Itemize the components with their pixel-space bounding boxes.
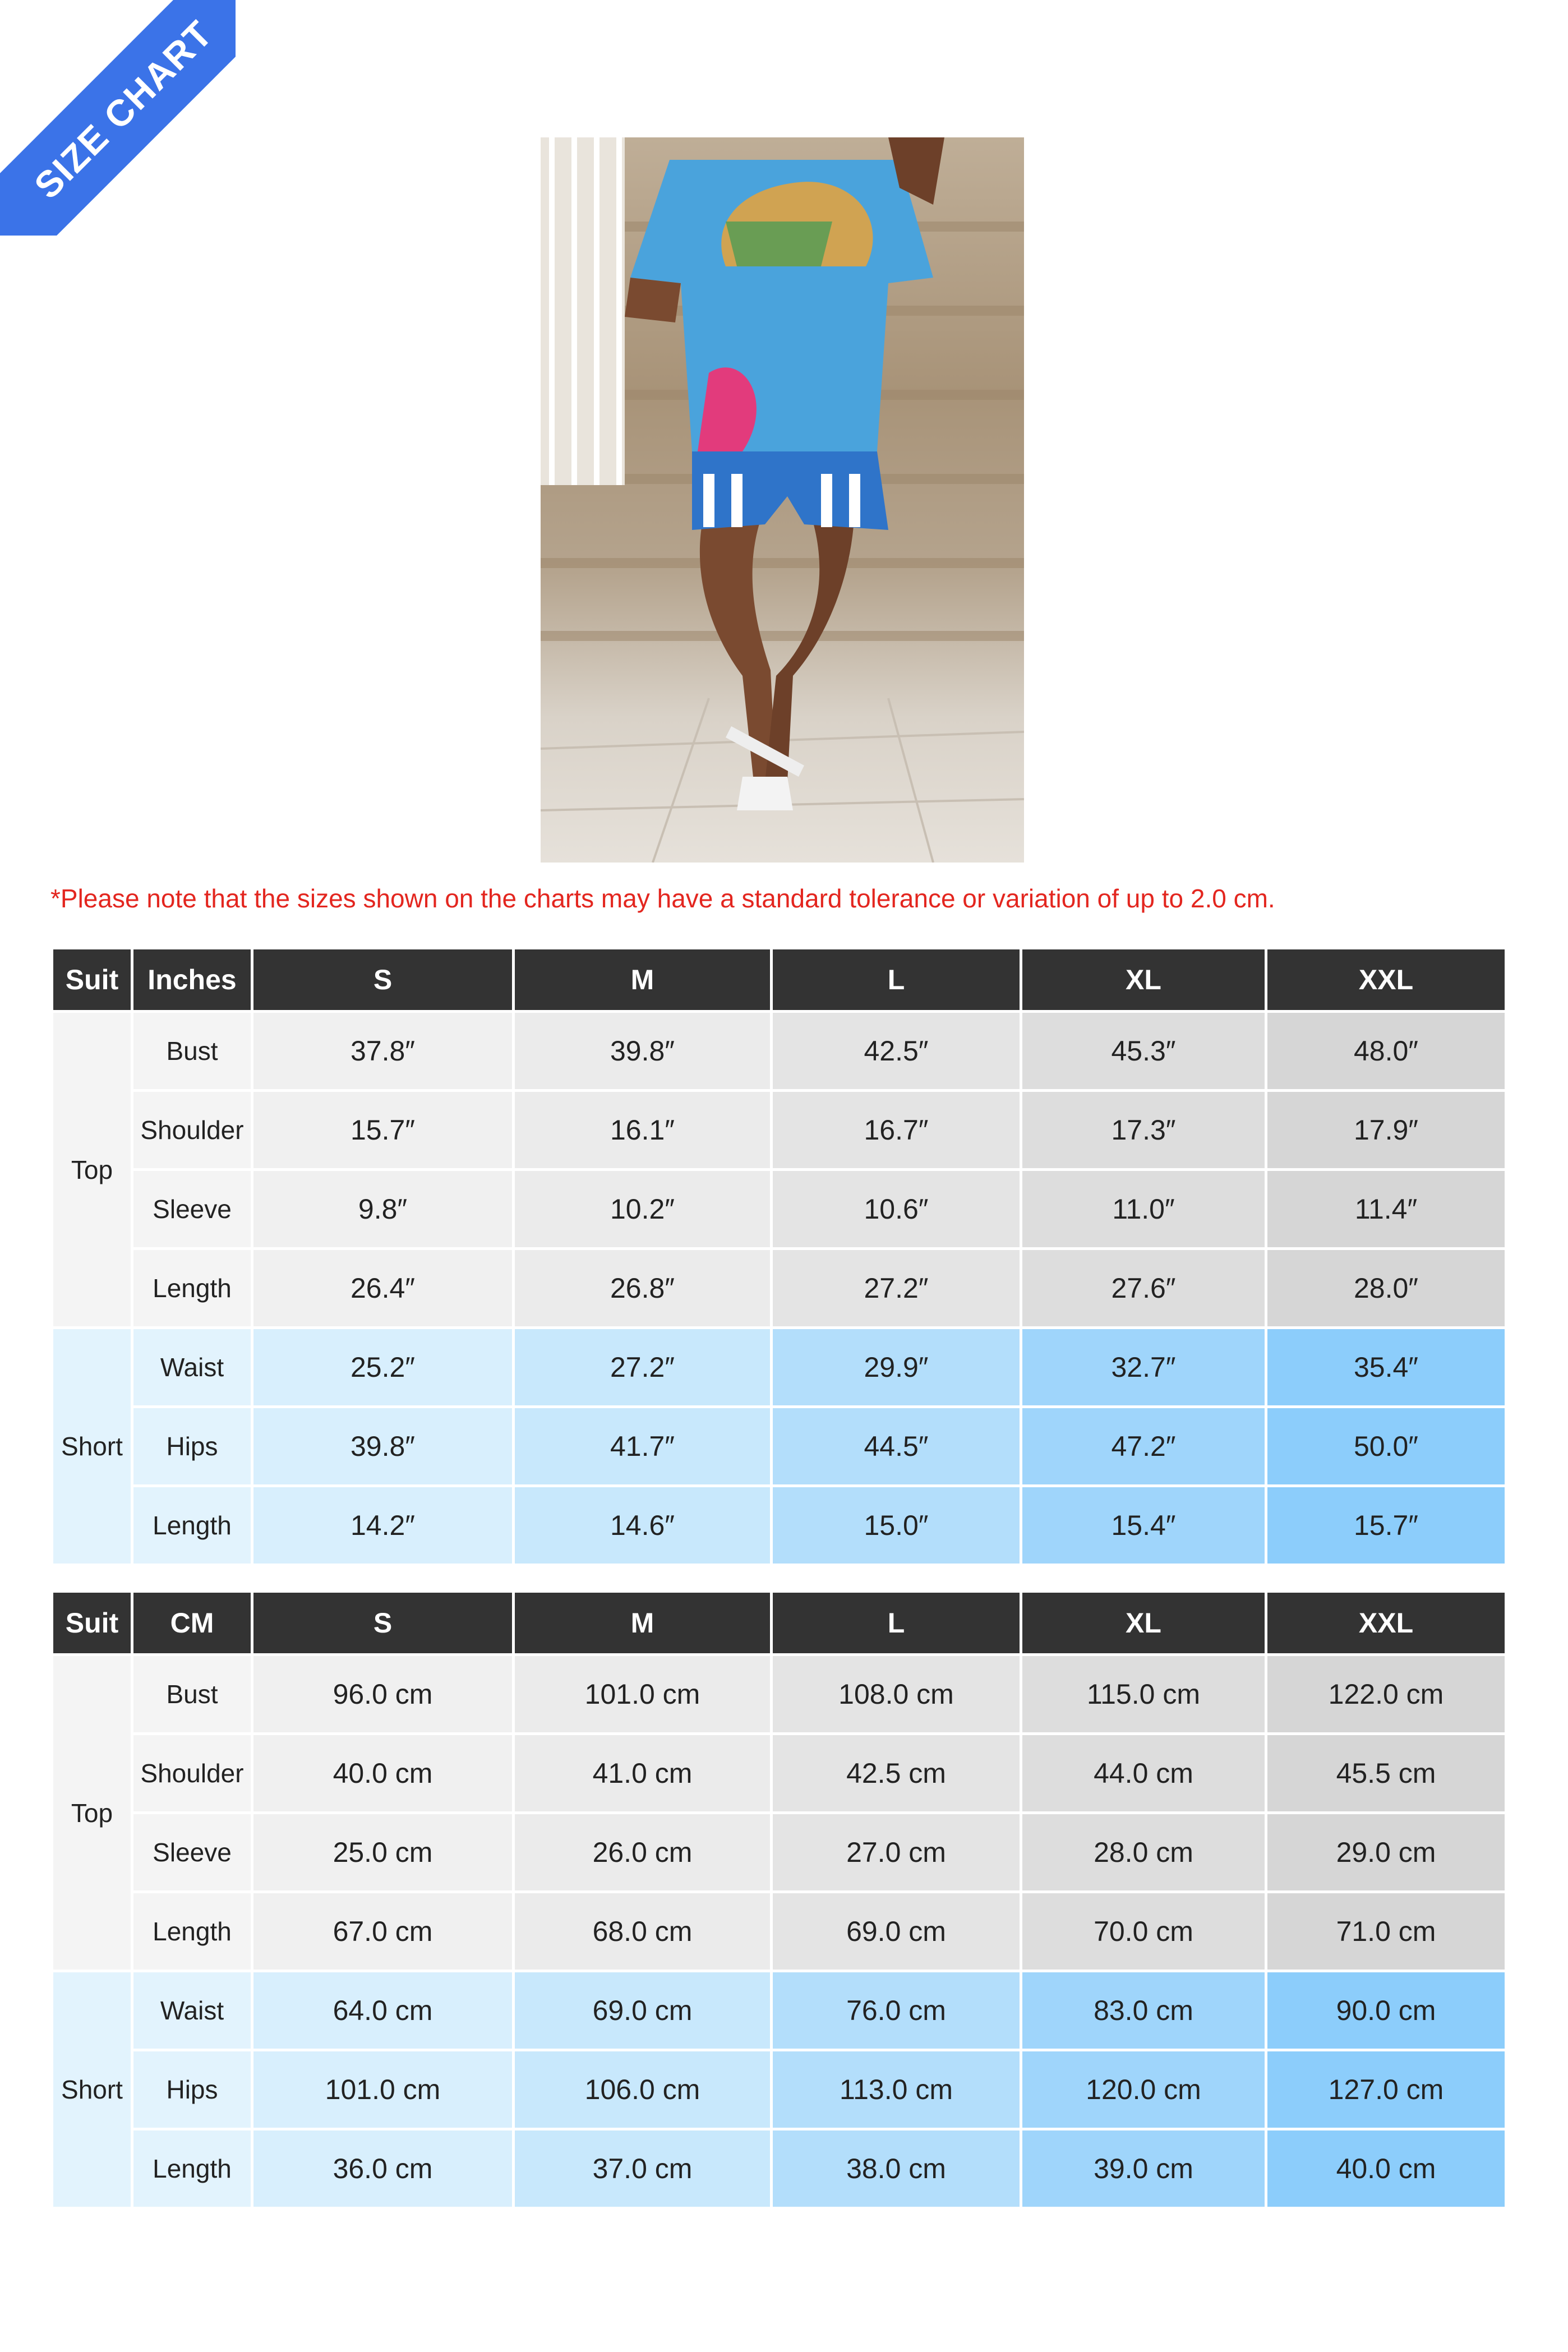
cell-value: 10.2″ [515,1171,770,1247]
cell-value: 25.2″ [253,1329,512,1405]
row-label: Length [133,1250,251,1326]
cell-value: 45.5 cm [1267,1735,1505,1811]
row-label: Shoulder [133,1092,251,1168]
cell-value: 47.2″ [1022,1408,1265,1484]
row-label: Bust [133,1013,251,1089]
cell-value: 50.0″ [1267,1408,1505,1484]
cm-size-table [50,1590,1507,2210]
model-illustration [541,137,1024,863]
row-label: Hips [133,1408,251,1484]
header-size-xxl: XXL [1267,1593,1505,1653]
cell-value: 27.2″ [515,1329,770,1405]
table-row [53,1329,1505,1405]
table-row [53,1408,1505,1484]
tolerance-note: *Please note that the sizes shown on the charts may have a standard tolerance or variation of up to 2.0 cm. [50,884,1275,913]
table-row [53,1735,1505,1811]
group-label-short: Short [53,1329,131,1564]
cell-value: 69.0 cm [773,1893,1020,1970]
cell-value: 26.4″ [253,1250,512,1326]
cell-value: 16.7″ [773,1092,1020,1168]
cell-value: 83.0 cm [1022,1972,1265,2049]
cell-value: 42.5 cm [773,1735,1020,1811]
cell-value: 113.0 cm [773,2051,1020,2128]
cell-value: 26.8″ [515,1250,770,1326]
cell-value: 64.0 cm [253,1972,512,2049]
row-label: Waist [133,1972,251,2049]
header-unit: CM [133,1593,251,1653]
header-size-l: L [773,949,1020,1010]
table-row [53,2130,1505,2207]
cell-value: 35.4″ [1267,1329,1505,1405]
row-label: Sleeve [133,1814,251,1890]
cell-value: 25.0 cm [253,1814,512,1890]
cell-value: 11.4″ [1267,1171,1505,1247]
table-row [53,1487,1505,1564]
cell-value: 120.0 cm [1022,2051,1265,2128]
cell-value: 45.3″ [1022,1013,1265,1089]
cell-value: 17.9″ [1267,1092,1505,1168]
table-row [53,1171,1505,1247]
cell-value: 108.0 cm [773,1656,1020,1732]
cell-value: 101.0 cm [253,2051,512,2128]
header-size-m: M [515,949,770,1010]
cell-value: 90.0 cm [1267,1972,1505,2049]
row-label: Sleeve [133,1171,251,1247]
group-label-top: Top [53,1013,131,1326]
cell-value: 68.0 cm [515,1893,770,1970]
header-unit: Inches [133,949,251,1010]
cell-value: 39.0 cm [1022,2130,1265,2207]
inches-size-table [50,947,1507,1566]
cell-value: 36.0 cm [253,2130,512,2207]
row-label: Shoulder [133,1735,251,1811]
cell-value: 41.0 cm [515,1735,770,1811]
cell-value: 15.7″ [1267,1487,1505,1564]
table-row [53,1250,1505,1326]
row-label: Bust [133,1656,251,1732]
header-size-l: L [773,1593,1020,1653]
cell-value: 48.0″ [1267,1013,1505,1089]
cell-value: 115.0 cm [1022,1656,1265,1732]
cell-value: 14.2″ [253,1487,512,1564]
cell-value: 101.0 cm [515,1656,770,1732]
cell-value: 127.0 cm [1267,2051,1505,2128]
product-photo [541,137,1024,863]
cell-value: 42.5″ [773,1013,1020,1089]
cell-value: 9.8″ [253,1171,512,1247]
cell-value: 29.9″ [773,1329,1020,1405]
cell-value: 26.0 cm [515,1814,770,1890]
table-row [53,1893,1505,1970]
cell-value: 15.4″ [1022,1487,1265,1564]
cell-value: 38.0 cm [773,2130,1020,2207]
cell-value: 44.5″ [773,1408,1020,1484]
cell-value: 69.0 cm [515,1972,770,2049]
cell-value: 27.0 cm [773,1814,1020,1890]
cell-value: 67.0 cm [253,1893,512,1970]
row-label: Length [133,1893,251,1970]
header-suit: Suit [53,1593,131,1653]
cell-value: 40.0 cm [1267,2130,1505,2207]
cell-value: 70.0 cm [1022,1893,1265,1970]
header-size-xl: XL [1022,1593,1265,1653]
cell-value: 39.8″ [515,1013,770,1089]
cell-value: 27.6″ [1022,1250,1265,1326]
group-label-short: Short [53,1972,131,2207]
cell-value: 15.7″ [253,1092,512,1168]
table-row [53,1972,1505,2049]
size-chart-ribbon [0,0,236,236]
row-label: Length [133,2130,251,2207]
table-row [53,1013,1505,1089]
header-suit: Suit [53,949,131,1010]
cell-value: 122.0 cm [1267,1656,1505,1732]
cell-value: 32.7″ [1022,1329,1265,1405]
cm-header-row [53,1593,1505,1653]
row-label: Hips [133,2051,251,2128]
cell-value: 28.0 cm [1022,1814,1265,1890]
cell-value: 41.7″ [515,1408,770,1484]
cell-value: 76.0 cm [773,1972,1020,2049]
header-size-s: S [253,1593,512,1653]
group-label-top: Top [53,1656,131,1970]
cell-value: 27.2″ [773,1250,1020,1326]
table-row [53,1814,1505,1890]
cell-value: 96.0 cm [253,1656,512,1732]
cell-value: 28.0″ [1267,1250,1505,1326]
cell-value: 37.0 cm [515,2130,770,2207]
ribbon-label: SIZE CHART [0,0,236,236]
header-size-s: S [253,949,512,1010]
cell-value: 44.0 cm [1022,1735,1265,1811]
cell-value: 10.6″ [773,1171,1020,1247]
inches-header-row [53,949,1505,1010]
cell-value: 15.0″ [773,1487,1020,1564]
cell-value: 71.0 cm [1267,1893,1505,1970]
cell-value: 39.8″ [253,1408,512,1484]
cell-value: 40.0 cm [253,1735,512,1811]
table-row [53,1656,1505,1732]
cell-value: 106.0 cm [515,2051,770,2128]
cell-value: 37.8″ [253,1013,512,1089]
table-row [53,2051,1505,2128]
header-size-m: M [515,1593,770,1653]
table-row [53,1092,1505,1168]
cell-value: 14.6″ [515,1487,770,1564]
row-label: Waist [133,1329,251,1405]
cell-value: 17.3″ [1022,1092,1265,1168]
cell-value: 11.0″ [1022,1171,1265,1247]
cell-value: 29.0 cm [1267,1814,1505,1890]
header-size-xxl: XXL [1267,949,1505,1010]
header-size-xl: XL [1022,949,1265,1010]
cell-value: 16.1″ [515,1092,770,1168]
row-label: Length [133,1487,251,1564]
